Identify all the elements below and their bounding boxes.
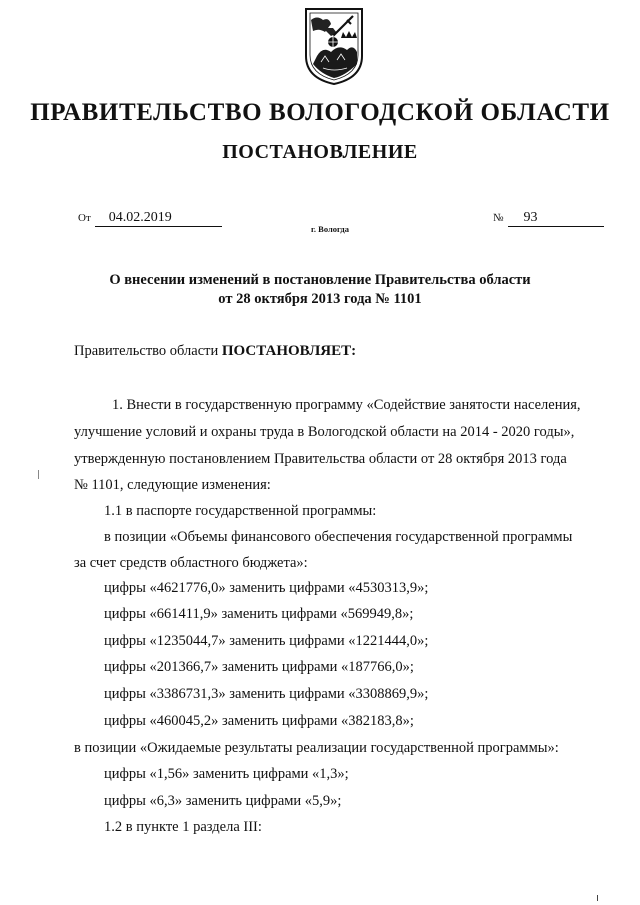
body-line: цифры «4621776,0» заменить цифрами «4530313,9»; bbox=[104, 580, 429, 596]
body-line: цифры «460045,2» заменить цифрами «382183,8»; bbox=[104, 713, 414, 729]
body-line: 1.1 в паспорте государственной программы: bbox=[104, 503, 377, 519]
body-line: цифры «201366,7» заменить цифрами «187766,0»; bbox=[104, 659, 414, 675]
body-line: улучшение условий и охраны труда в Вологодской области на 2014 - 2020 годы», bbox=[74, 424, 575, 440]
body-line: № 1101, следующие изменения: bbox=[74, 477, 271, 493]
date-prefix: От bbox=[78, 212, 91, 224]
body-line: цифры «661411,9» заменить цифрами «569949,8»; bbox=[104, 606, 414, 622]
number-field bbox=[493, 208, 604, 227]
body-line: цифры «3386731,3» заменить цифрами «3308869,9»; bbox=[104, 686, 429, 702]
body-line: 1.2 в пункте 1 раздела III: bbox=[104, 819, 262, 835]
body-line: цифры «1235044,7» заменить цифрами «1221444,0»; bbox=[104, 633, 429, 649]
body-line: в позиции «Ожидаемые результаты реализации государственной программы»: bbox=[74, 740, 559, 756]
page-edge-mark bbox=[597, 895, 598, 901]
scan-margin-mark bbox=[38, 470, 39, 479]
body-line: в позиции «Объемы финансового обеспечения государственной программы bbox=[104, 529, 573, 545]
government-title: ПРАВИТЕЛЬСТВО ВОЛОГОДСКОЙ ОБЛАСТИ bbox=[30, 99, 610, 126]
preamble-text: Правительство области bbox=[74, 343, 222, 359]
document-date: 04.02.2019 bbox=[95, 210, 222, 227]
preamble-decree-word: ПОСТАНОВЛЯЕТ: bbox=[221, 343, 357, 359]
body-line: цифры «1,56» заменить цифрами «1,3»; bbox=[104, 766, 349, 782]
body-line: 1. Внести в государственную программу «Содействие занятости населения, bbox=[112, 397, 581, 413]
city-label: г. Вологда bbox=[311, 224, 349, 234]
document-number: 93 bbox=[508, 210, 604, 227]
subject-line-1: О внесении изменений в постановление Правительства области bbox=[109, 272, 531, 288]
subject-line-2: от 28 октября 2013 года № 1101 bbox=[218, 291, 422, 307]
coat-of-arms-emblem bbox=[303, 6, 365, 86]
number-prefix: № bbox=[493, 212, 504, 224]
date-field bbox=[78, 208, 222, 227]
document-type: ПОСТАНОВЛЕНИЕ bbox=[222, 141, 418, 163]
body-line: цифры «6,3» заменить цифрами «5,9»; bbox=[104, 793, 342, 809]
body-line: утвержденную постановлением Правительства области от 28 октября 2013 года bbox=[74, 451, 567, 467]
body-line: за счет средств областного бюджета»: bbox=[74, 555, 308, 571]
preamble bbox=[74, 343, 356, 360]
